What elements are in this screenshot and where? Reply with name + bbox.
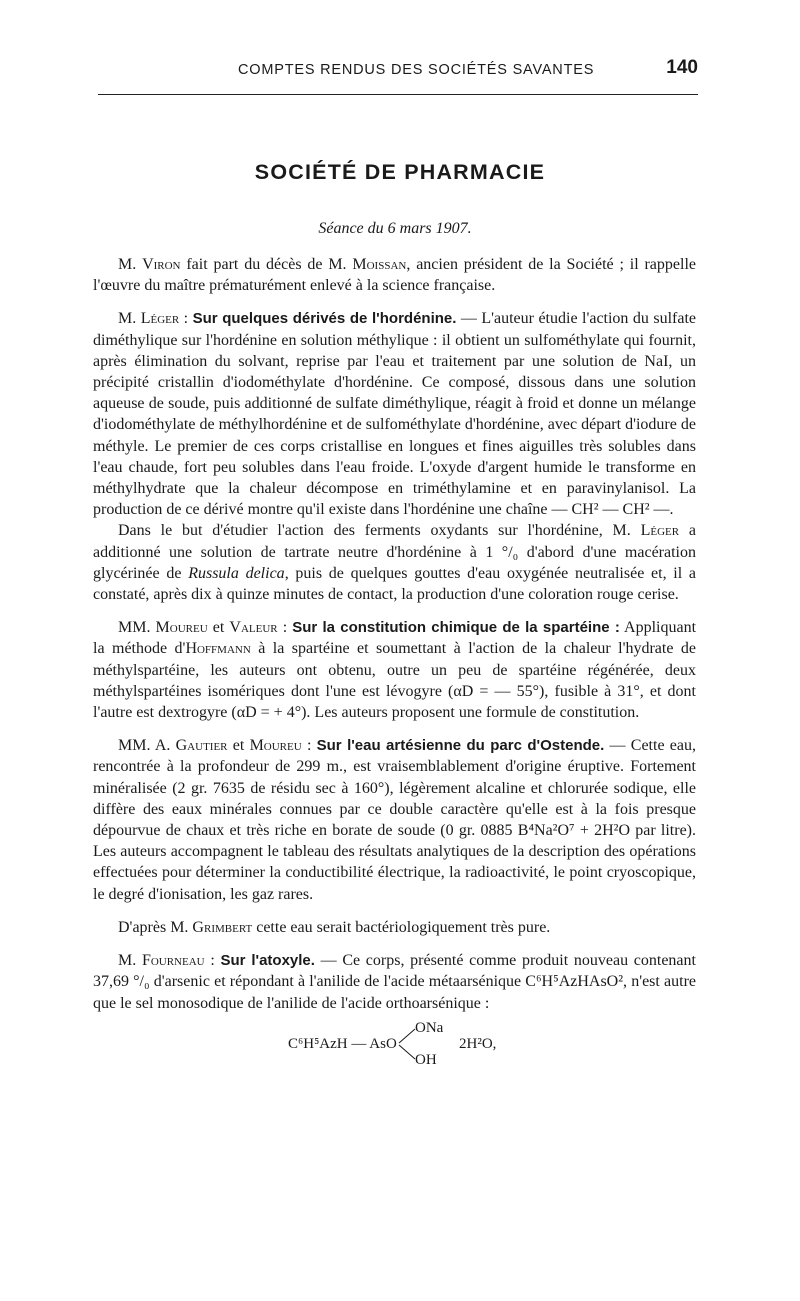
author-name: Valeur [229,619,278,637]
text: — Ce corps, présenté comme produit nouveau contenant 37,69 °/₀ d'arsenic et répondant à l'anilide de l'acide métaarsénique C⁶H⁵AzHAsO², n'est autre que le sel monosodique de l'anilide de l'acide orthoarsénique : [93,952,696,1012]
text: à la spartéine et soumettant à l'action de la chaleur l'hydrate de méthylspartéine, les auteurs ont obtenu, outre un peu de spartéine régénérée, deux méthylspartéines isomériques dont l'une est lévogyre (αD = — 55°), fusible à 31°, et dont l'autre est dextrogyre (αD = + 4°). Les auteurs proposent une formule de constitution. [93,640,697,722]
author-name: Fourneau [141,952,205,970]
author-name: Viron [142,256,181,273]
text: a additionné une solution de tartrate neutre d'hordénine à 1 °/₀ d'abord d'une macération glycérinée de [93,522,696,582]
page-number: 140 [666,57,698,78]
author-name: Gautier [175,737,228,755]
paragraph-viron [93,254,696,296]
running-head [98,58,698,84]
text: MM. A. [118,737,176,755]
author-name: Léger [140,310,180,328]
author-name: Léger [640,522,680,540]
section-title: SOCIÉTÉ DE PHARMACIE [254,160,546,184]
chemical-formula [93,1016,696,1072]
paragraph-fourneau [93,950,696,1014]
text: fait part du décès de M. [180,256,353,273]
text: D'après M. [118,918,193,936]
running-title: COMPTES RENDUS DES SOCIÉTÉS SAVANTES [238,62,595,78]
author-name: Moureu [155,619,208,637]
article-body [93,254,696,1072]
formula-left: C⁶H⁵AzH — AsO [288,1035,397,1052]
paragraph-gautier-moureu [93,735,696,905]
text: , puis de quelques gouttes d'eau oxygénée neutralisée et, il a constaté, après dix à quinze minutes de contact, la production d'une coloration rouge cerise. [93,564,697,604]
formula-bottom-branch: OH [415,1051,437,1068]
paragraph-leger-ferments [93,520,696,605]
formula-right: 2H²O, [459,1035,497,1052]
paragraph-moureu-valeur [93,617,696,723]
text: cette eau serait bactériologiquement très pure. [252,918,551,936]
header-rule [98,94,698,95]
paragraph-grimbert [93,917,696,938]
text: MM. [118,619,156,637]
formula-branch-lines [93,1016,696,1072]
author-name: Moissan [352,256,407,273]
communication-title: Sur quelques dérivés de l'hordénine. [192,310,457,328]
text: — Cette eau, rencontrée à la profondeur de 299 m., est vraisemblablement d'origine éruptive. Fortement minéralisée (2 gr. 7635 de résidu sec à 160°), légèrement alcaline et chlorurée sodique, elle diffère des eaux minérales connues par ce double caractère qu'elle est à la fois presque dépourvue de chaux et très riche en borate de soude (0 gr. 0885 B⁴Na²O⁷ + 2H²O par litre). Les auteurs accompagnent le tableau des résultats analytiques de la description des opérations effectuées pour déterminer la conductibilité électrique, la radioactivité, le point cryoscopique, le degré d'ionisation, les gaz rares. [93,737,696,903]
communication-title: Sur l'atoxyle. [220,952,315,970]
text: : [179,310,193,328]
paragraph-leger-hordenine [93,308,696,520]
species-name: Russula delica [188,564,285,582]
seance-date: Séance du 6 mars 1907. [318,220,472,237]
text: — L'auteur étudie l'action du sulfate diméthylique sur l'hordénine en solution méthylique : il obtient un sulfométhylate qui fournit, après élimination du solvant, reprise par l'eau et traitement par une solution de NaI, un précipité cristallin d'iodométhylate d'hordénine. Ce composé, dissous dans une solution aqueuse de soude, puis additionné de sulfate diméthylique, réagit à froid et donne un mélange d'iodométhylate de méthylhordénine et de sulfométhylate d'hordénine, avec départ d'iodure de méthyle. Le premier de ces corps cristallise en longues et fines aiguilles très solubles dans l'eau chaude, fort peu solubles dans l'eau froide. L'oxyde d'argent humide le transforme en méthylhydrate que la chaleur décompose en triméthylamine et en paravinylanisol. La production de ce dérivé montre qu'il existe dans l'hordénine une chaîne — CH² — CH² —. [93,310,697,519]
text: Appliquant la méthode d' [93,619,697,658]
branch-line-top [399,1029,415,1043]
text: et [227,737,250,755]
text: : [204,952,221,970]
text: M. [118,952,142,970]
text: Dans le but d'étudier l'action des ferments oxydants sur l'hordénine, M. [118,522,641,540]
author-name: Hoffmann [185,640,251,658]
text: , ancien président de la Société ; il rappelle l'œuvre du maître prématurément enlevé à la science française. [93,256,696,295]
formula-top-branch: ONa [415,1019,444,1036]
text: M. [118,256,143,273]
communication-title: Sur l'eau artésienne du parc d'Ostende. [316,737,605,755]
communication-title: Sur la constitution chimique de la spartéine : [292,619,620,637]
branch-line-bottom [399,1045,415,1059]
text: : [301,737,317,755]
text: : [277,619,293,637]
author-name: Moureu [249,737,302,755]
text: et [207,619,230,637]
text: M. [118,310,141,328]
author-name: Grimbert [192,918,253,936]
